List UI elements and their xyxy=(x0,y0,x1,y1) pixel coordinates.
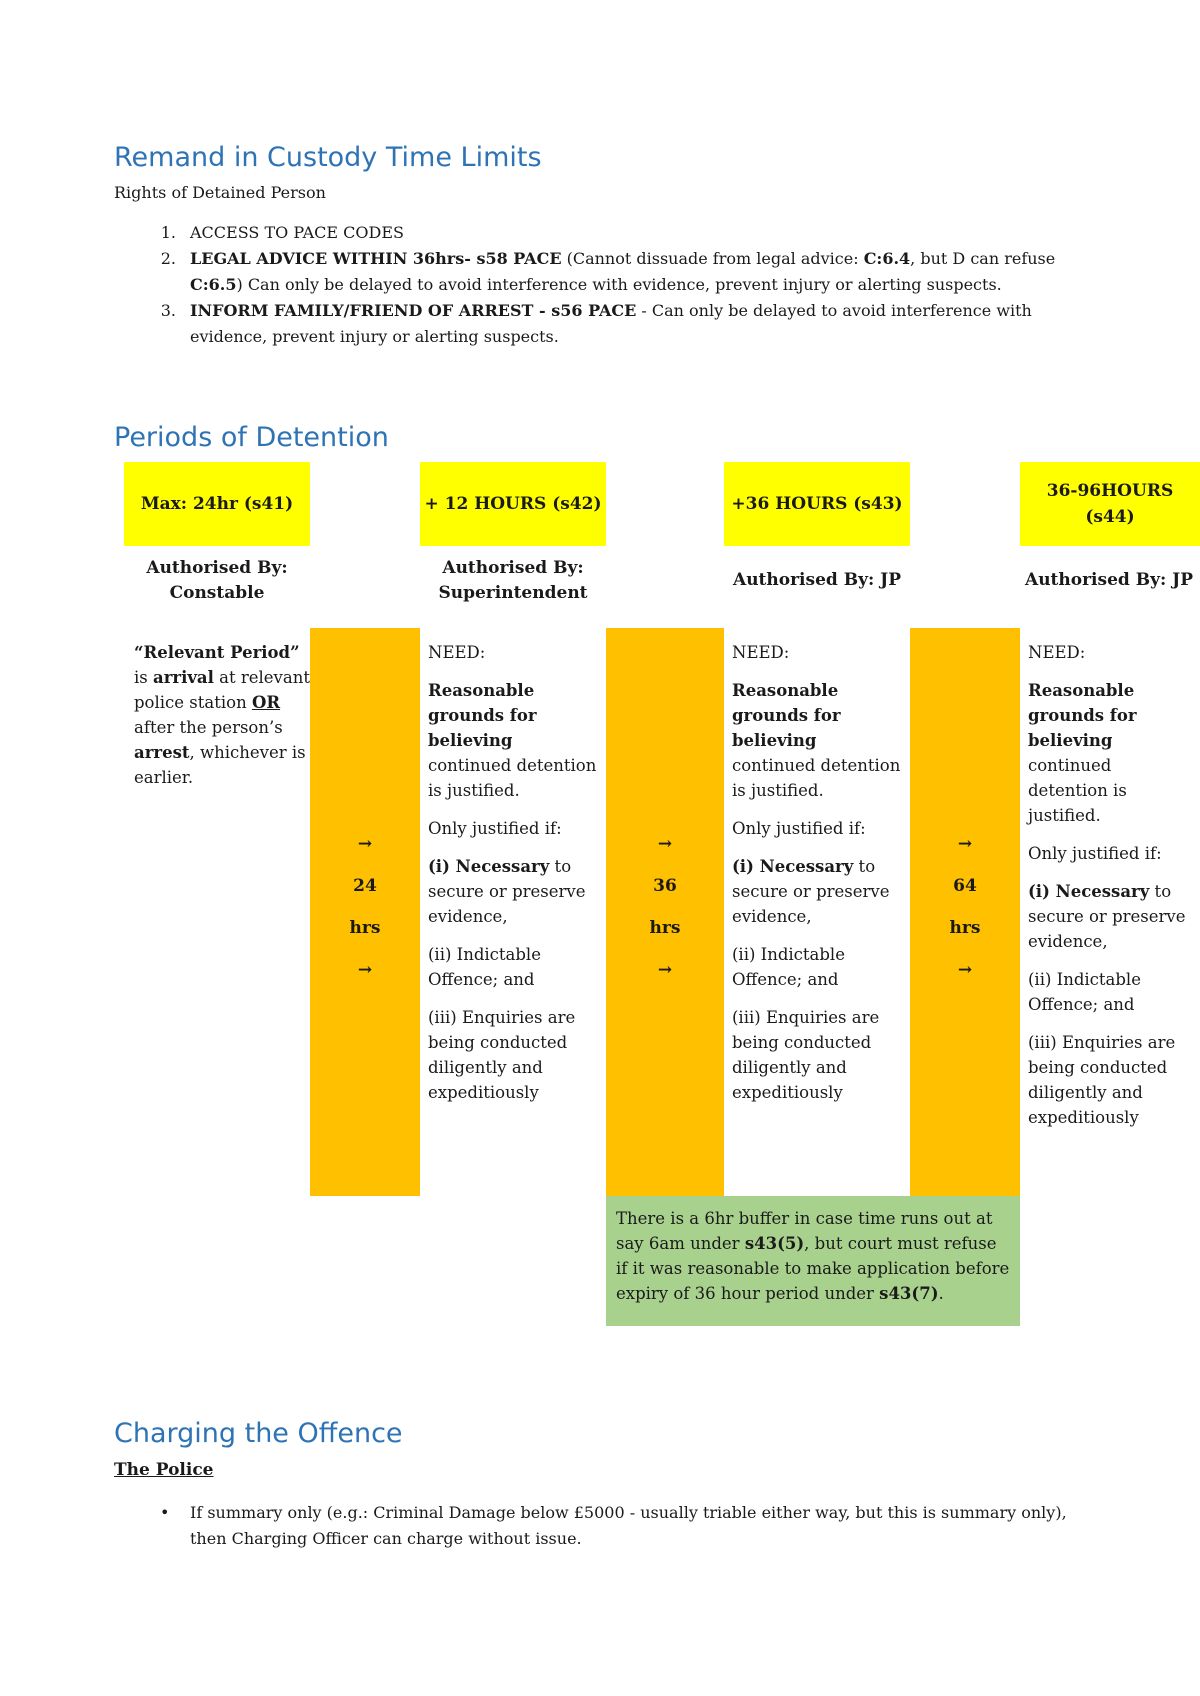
note-text: , whichever is earlier. xyxy=(134,743,306,787)
need-condition-i xyxy=(428,854,600,929)
need-grounds xyxy=(732,678,904,803)
need-condition-iii: (iii) Enquiries are being conducted diligently and expeditiously xyxy=(732,1008,880,1102)
stage-label: Max: 24hr (s41) xyxy=(140,494,294,514)
authorised-by-constable: Authorised By: Constable xyxy=(146,558,288,603)
authorised-by-jp-2: Authorised By: JP xyxy=(1025,570,1193,590)
arrow-icon: → xyxy=(657,834,673,854)
arrow-icon: → xyxy=(957,960,973,980)
relevant-period-term: “Relevant Period” xyxy=(134,643,300,662)
authorised-by-jp: Authorised By: JP xyxy=(733,570,901,590)
need-bold: (i) Necessary xyxy=(1028,882,1150,901)
need-bold: Reasonable grounds for believing xyxy=(428,681,537,750)
need-condition-iii: (iii) Enquiries are being conducted diligently and expeditiously xyxy=(1028,1033,1176,1127)
note-or: OR xyxy=(251,693,281,712)
arrow-icon: → xyxy=(357,834,373,854)
bullet-icon: • xyxy=(160,1503,170,1522)
gap-column-36hrs xyxy=(606,628,724,1196)
section-title-periods: Periods of Detention xyxy=(114,422,389,453)
rights-item-bold: INFORM FAMILY/FRIEND OF ARREST - s56 PACE xyxy=(190,301,637,320)
rights-item-text: - Can only be delayed to avoid interference with evidence, prevent injury or alerting suspects. xyxy=(190,301,1032,346)
need-condition-i xyxy=(732,854,904,929)
buffer-note xyxy=(606,1196,1020,1326)
note-bold: arrival xyxy=(153,668,214,687)
need-condition-i xyxy=(1028,879,1196,954)
need-text: continued detention is justified. xyxy=(1028,756,1127,825)
rights-item-2 xyxy=(160,246,1070,298)
arrow-icon: → xyxy=(957,834,973,854)
need-only: Only justified if: xyxy=(1028,844,1162,863)
stage-box-s42 xyxy=(420,462,606,546)
gap-hours: 24 xyxy=(353,876,377,896)
code-ref: C:6.5 xyxy=(190,275,237,294)
need-bold: (i) Necessary xyxy=(732,857,854,876)
buffer-ref: s43(5) xyxy=(744,1234,805,1253)
need-condition-ii: (ii) Indictable Offence; and xyxy=(732,945,845,989)
stage-box-s44 xyxy=(1020,462,1200,546)
rights-item-3 xyxy=(160,298,1070,350)
need-bold: Reasonable grounds for believing xyxy=(1028,681,1137,750)
gap-column-24hrs xyxy=(310,628,420,1196)
need-label: NEED: xyxy=(732,643,790,662)
list-number: 2. xyxy=(160,249,176,268)
need-text: continued detention is justified. xyxy=(732,756,901,800)
section-title-charging: Charging the Offence xyxy=(114,1418,403,1449)
charging-item xyxy=(160,1500,1070,1552)
rights-item-bold: LEGAL ADVICE WITHIN 36hrs- s58 PACE xyxy=(190,249,562,268)
rights-item-1 xyxy=(160,220,1070,246)
arrow-icon: → xyxy=(357,960,373,980)
list-number: 3. xyxy=(160,301,176,320)
section-title-remand: Remand in Custody Time Limits xyxy=(114,142,542,173)
code-ref: C:6.4 xyxy=(863,249,911,268)
stage-box-s41 xyxy=(124,462,310,546)
need-text: to secure or preserve evidence, xyxy=(1028,882,1186,951)
need-column-s43 xyxy=(732,640,904,1118)
stage-label: + 12 HOURS (s42) xyxy=(424,494,602,514)
charging-item-text: If summary only (e.g.: Criminal Damage below £5000 - usually triable either way, but this is summary only), then Charging Officer can charge without issue. xyxy=(190,1503,1067,1548)
need-bold: (i) Necessary xyxy=(428,857,550,876)
authorised-by-superintendent: Authorised By: Superintendent xyxy=(438,558,588,603)
need-grounds xyxy=(1028,678,1196,828)
need-column-s42 xyxy=(428,640,600,1118)
note-text: is xyxy=(134,668,153,687)
buffer-ref: s43(7) xyxy=(879,1284,939,1303)
gap-unit: hrs xyxy=(649,918,681,938)
buffer-text: There is a 6hr buffer in case time runs out at say 6am under xyxy=(616,1209,993,1253)
relevant-period-note xyxy=(134,640,310,790)
stage-box-s43 xyxy=(724,462,910,546)
need-condition-ii: (ii) Indictable Offence; and xyxy=(428,945,541,989)
stage-label: +36 HOURS (s43) xyxy=(731,494,903,514)
need-label: NEED: xyxy=(428,643,486,662)
need-column-s44 xyxy=(1028,640,1196,1143)
need-bold: Reasonable grounds for believing xyxy=(732,681,841,750)
rights-item-text: , but D can refuse xyxy=(910,249,1056,268)
subhead-police: The Police xyxy=(114,1460,214,1480)
gap-column-64hrs xyxy=(910,628,1020,1196)
rights-item-text: (Cannot dissuade from legal advice: xyxy=(561,249,864,268)
need-only: Only justified if: xyxy=(732,819,866,838)
gap-hours: 36 xyxy=(653,876,677,896)
note-bold: arrest xyxy=(134,743,190,762)
subtitle-rights: Rights of Detained Person xyxy=(114,183,326,202)
gap-unit: hrs xyxy=(349,918,381,938)
list-number: 1. xyxy=(160,223,176,242)
rights-item-text: ACCESS TO PACE CODES xyxy=(190,223,405,242)
need-only: Only justified if: xyxy=(428,819,562,838)
buffer-text: . xyxy=(938,1284,944,1303)
arrow-icon: → xyxy=(657,960,673,980)
need-text: to secure or preserve evidence, xyxy=(732,857,890,926)
rights-list xyxy=(160,220,1070,350)
rights-item-text: ) Can only be delayed to avoid interference with evidence, prevent injury or alerting suspects. xyxy=(236,275,1002,294)
need-condition-iii: (iii) Enquiries are being conducted diligently and expeditiously xyxy=(428,1008,576,1102)
buffer-text: , but court must refuse if it was reasonable to make application before expiry of 36 hour period under xyxy=(616,1234,1010,1303)
need-condition-ii: (ii) Indictable Offence; and xyxy=(1028,970,1141,1014)
note-text: at relevant police station xyxy=(134,668,310,712)
need-text: to secure or preserve evidence, xyxy=(428,857,586,926)
note-text: after the person’s xyxy=(134,718,283,737)
charging-list xyxy=(160,1500,1070,1552)
gap-hours: 64 xyxy=(953,876,977,896)
gap-unit: hrs xyxy=(949,918,981,938)
need-grounds xyxy=(428,678,600,803)
stage-label: 36-96HOURS (s44) xyxy=(1046,481,1174,527)
need-text: continued detention is justified. xyxy=(428,756,597,800)
need-label: NEED: xyxy=(1028,643,1086,662)
